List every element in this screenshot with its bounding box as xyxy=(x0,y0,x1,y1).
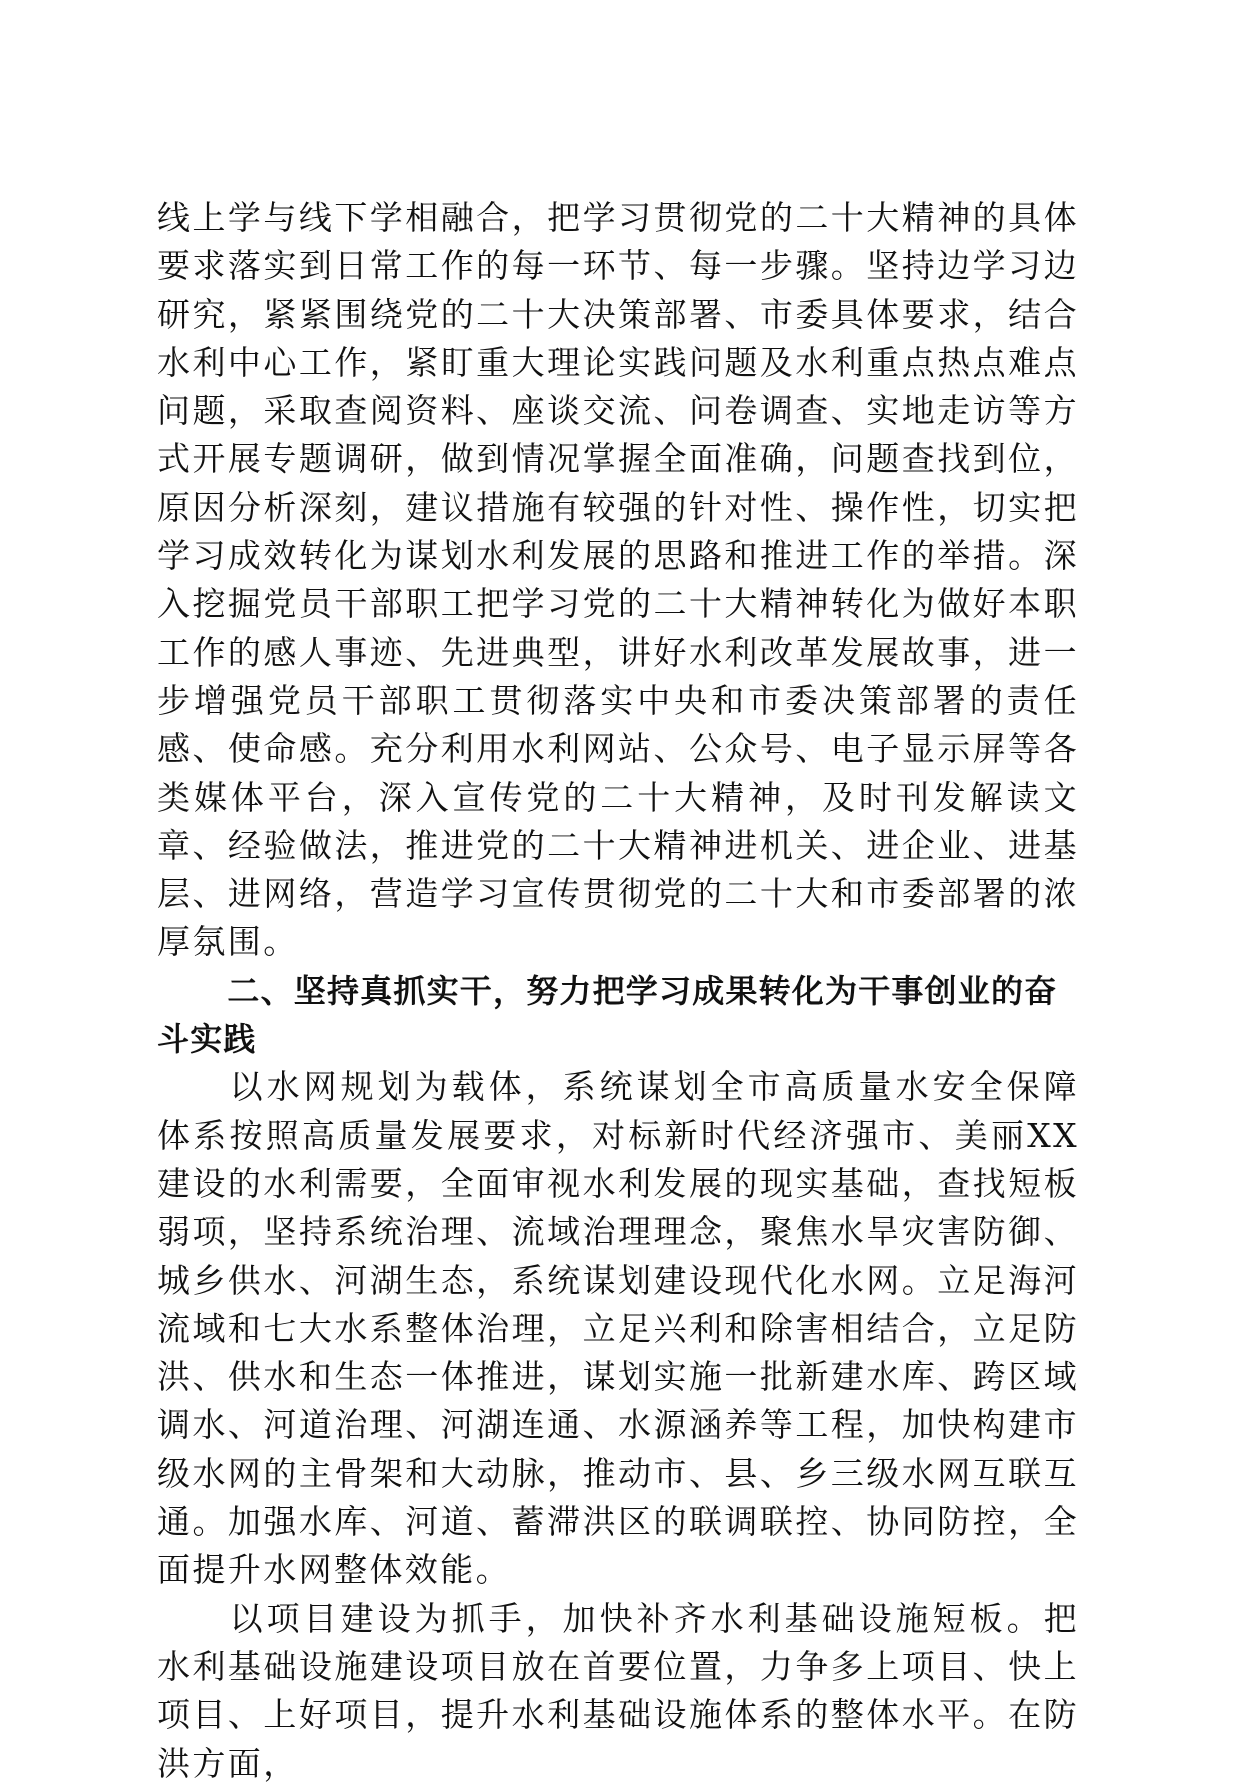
body-paragraph-project-construction: 以项目建设为抓手，加快补齐水利基础设施短板。把水利基础设施建设项目放在首要位置，力争多上项目、快上项目、上好项目，提升水利基础设施体系的整体水平。在防洪方面， xyxy=(157,1598,1079,1783)
document-body xyxy=(157,194,1079,1788)
body-paragraph-water-network: 以水网规划为载体，系统谋划全市高质量水安全保障体系按照高质量发展要求，对标新时代经济强市、美丽XX建设的水利需要，全面审视水利发展的现实基础，查找短板弱项，坚持系统治理、流域治理理念，聚焦水旱灾害防御、城乡供水、河湖生态，系统谋划建设现代化水网。立足海河流域和七大水系整体治理，立足兴利和除害相结合，立足防洪、供水和生态一体推进，谋划实施一批新建水库、跨区域调水、河道治理、河湖连通、水源涵养等工程，加快构建市级水网的主骨架和大动脉，推动市、县、乡三级水网互联互通。加强水库、河道、蓄滞洪区的联调联控、协同防控，全面提升水网整体效能。 xyxy=(157,1067,1079,1590)
section-heading-2: 二、坚持真抓实干，努力把学习成果转化为干事创业的奋斗实践 xyxy=(157,971,1058,1059)
body-paragraph-1: 线上学与线下学相融合，把学习贯彻党的二十大精神的具体要求落实到日常工作的每一环节、每一步骤。坚持边学习边研究，紧紧围绕党的二十大决策部署、市委具体要求，结合水利中心工作，紧盯重大理论实践问题及水利重点热点难点问题，采取查阅资料、座谈交流、问卷调查、实地走访等方式开展专题调研，做到情况掌握全面准确，问题查找到位，原因分析深刻，建议措施有较强的针对性、操作性，切实把学习成效转化为谋划水利发展的思路和推进工作的举措。深入挖掘党员干部职工把学习党的二十大精神转化为做好本职工作的感人事迹、先进典型，讲好水利改革发展故事，进一步增强党员干部职工贯彻落实中央和市委决策部署的责任感、使命感。充分利用水利网站、公众号、电子显示屏等各类媒体平台，深入宣传党的二十大精神，及时刊发解读文章、经验做法，推进党的二十大精神进机关、进企业、进基层、进网络，营造学习宣传贯彻党的二十大和市委部署的浓厚氛围。 xyxy=(157,198,1079,962)
